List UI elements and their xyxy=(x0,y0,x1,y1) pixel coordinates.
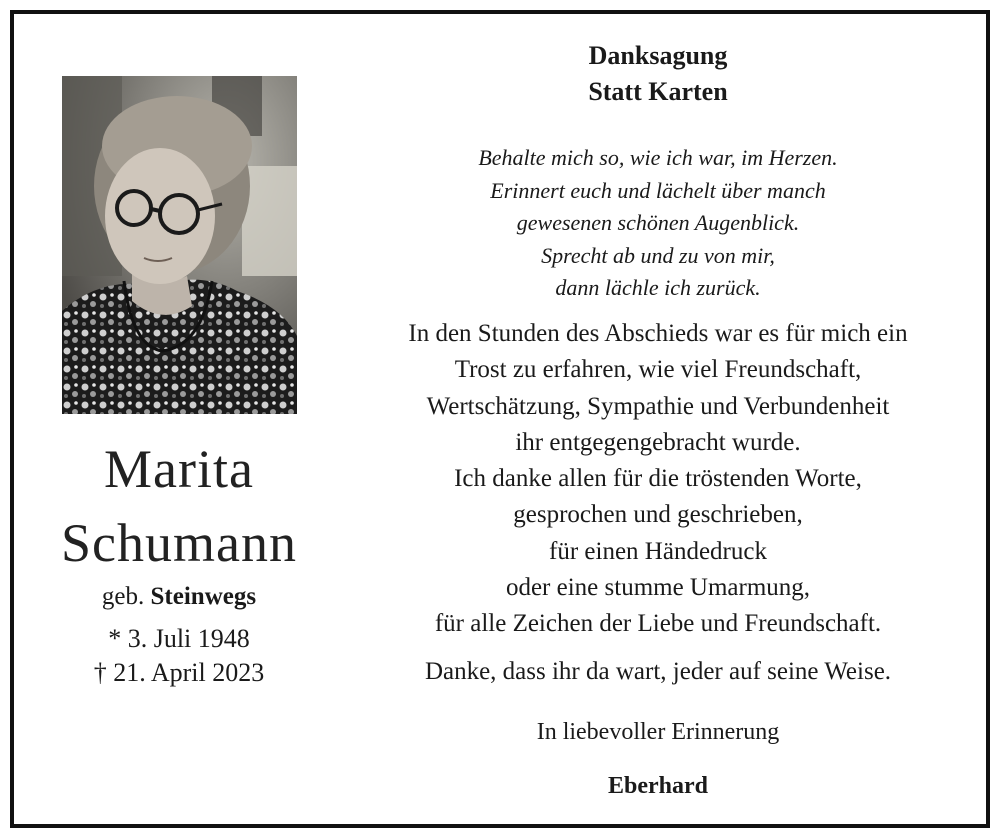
text-line: Trost zu erfahren, wie viel Freundschaft, xyxy=(454,356,862,384)
thank-you-text xyxy=(344,316,972,643)
text-line: für einen Händedruck xyxy=(549,537,767,565)
last-name: Schumann xyxy=(61,513,297,573)
portrait-image xyxy=(62,76,297,414)
heading-title: Danksagung xyxy=(588,41,728,70)
text-line: In den Stunden des Abschieds war es für mich ein xyxy=(408,320,908,347)
first-name: Marita xyxy=(104,439,254,499)
text-line: oder eine stumme Umarmung, xyxy=(505,574,811,602)
text-line: Ich danke allen für die tröstenden Worte, xyxy=(454,465,862,493)
memory-line: In liebevoller Erinnerung xyxy=(536,719,780,745)
text-line: ihr entgegengebracht wurde. xyxy=(515,428,801,456)
heading xyxy=(344,38,972,110)
closing-thanks: Danke, dass ihr da wart, jeder auf seine Weise. xyxy=(424,658,892,685)
signature: Eberhard xyxy=(607,773,708,799)
poem xyxy=(344,142,972,305)
death-date: † 21. April 2023 xyxy=(93,658,265,687)
heading-subtitle: Statt Karten xyxy=(588,77,728,106)
poem-line: Erinnert euch und lächelt über manch xyxy=(490,177,826,203)
obituary-card xyxy=(10,10,990,828)
maiden-name-value: Steinwegs xyxy=(150,583,257,610)
maiden-name-prefix: geb. xyxy=(101,583,145,610)
maiden-name xyxy=(24,582,334,612)
text-line: für alle Zeichen der Liebe und Freundschaft. xyxy=(434,610,882,638)
text-line: gesprochen und geschrieben, xyxy=(513,501,803,529)
portrait-photo xyxy=(62,76,297,414)
poem-line: gewesenen schönen Augenblick. xyxy=(516,210,800,235)
poem-line: Sprecht ab und zu von mir, xyxy=(541,242,775,268)
poem-line: Behalte mich so, wie ich war, im Herzen. xyxy=(478,145,838,170)
poem-line: dann lächle ich zurück. xyxy=(555,275,761,300)
birth-date: * 3. Juli 1948 xyxy=(108,624,250,653)
text-line: Wertschätzung, Sympathie und Verbundenheit xyxy=(426,392,890,420)
